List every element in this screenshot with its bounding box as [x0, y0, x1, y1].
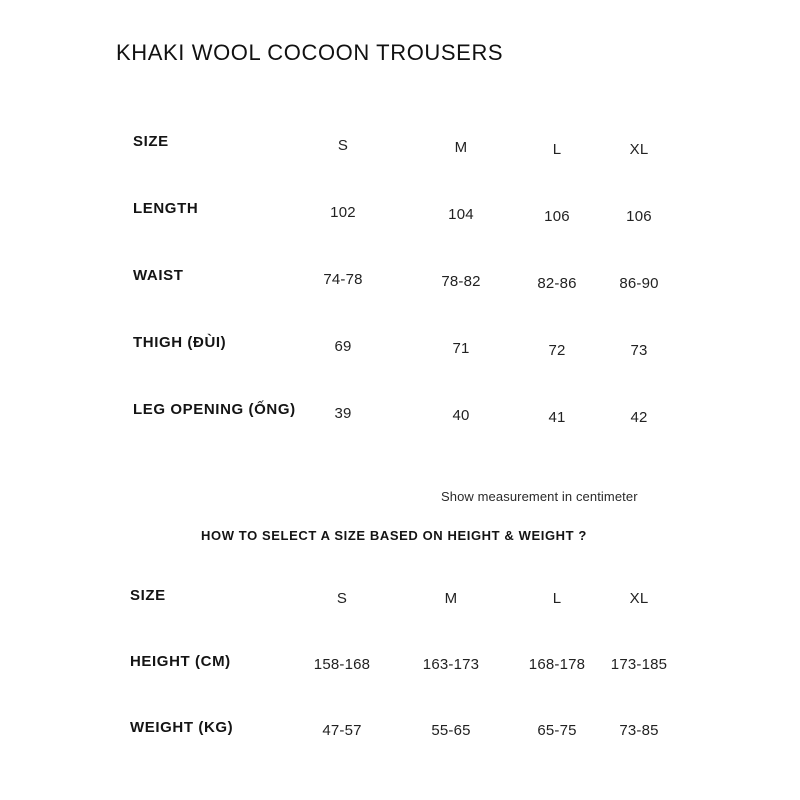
cell-waist: 78-82	[441, 273, 481, 290]
cell-leg-opening-ng: 42	[630, 409, 648, 426]
cell-leg-opening-ng: 41	[548, 409, 566, 426]
cell-size: S	[336, 590, 348, 607]
row-label-weight-kg: WEIGHT (KG)	[130, 719, 234, 736]
cell-waist: 82-86	[537, 275, 577, 292]
row-label-waist: WAIST	[133, 267, 184, 284]
cell-size: XL	[629, 141, 649, 158]
row-label-size: SIZE	[133, 133, 169, 150]
cell-size: XL	[629, 590, 649, 607]
row-label-thigh-i: THIGH (ĐÙI)	[133, 334, 227, 351]
cell-thigh-i: 71	[452, 340, 470, 357]
cell-size: M	[444, 590, 458, 607]
cell-waist: 74-78	[323, 271, 363, 288]
cell-height-cm: 173-185	[610, 656, 668, 673]
cell-weight-kg: 47-57	[322, 722, 362, 739]
cell-length: 106	[626, 208, 652, 225]
cell-thigh-i: 72	[548, 342, 566, 359]
cell-weight-kg: 73-85	[619, 722, 659, 739]
unit-note: Show measurement in centimeter	[441, 489, 638, 504]
cell-weight-kg: 65-75	[537, 722, 577, 739]
cell-length: 102	[330, 204, 356, 221]
cell-leg-opening-ng: 40	[452, 407, 470, 424]
row-label-height-cm: HEIGHT (CM)	[130, 653, 231, 670]
cell-length: 106	[544, 208, 570, 225]
size-guide-heading: HOW TO SELECT A SIZE BASED ON HEIGHT & WEIGHT ?	[201, 528, 587, 543]
cell-size: L	[552, 141, 562, 158]
row-label-length: LENGTH	[133, 200, 199, 217]
cell-thigh-i: 73	[630, 342, 648, 359]
cell-size: L	[552, 590, 562, 607]
cell-height-cm: 168-178	[528, 656, 586, 673]
cell-height-cm: 158-168	[313, 656, 371, 673]
row-label-size: SIZE	[130, 587, 166, 604]
cell-size: M	[454, 139, 468, 156]
cell-weight-kg: 55-65	[431, 722, 471, 739]
cell-leg-opening-ng: 39	[334, 405, 352, 422]
cell-waist: 86-90	[619, 275, 659, 292]
page-title: KHAKI WOOL COCOON TROUSERS	[116, 40, 504, 65]
cell-height-cm: 163-173	[422, 656, 480, 673]
cell-size: S	[337, 137, 349, 154]
cell-length: 104	[448, 206, 474, 223]
cell-thigh-i: 69	[334, 338, 352, 355]
row-label-leg-opening-ng: LEG OPENING (ỐNG)	[133, 401, 296, 418]
